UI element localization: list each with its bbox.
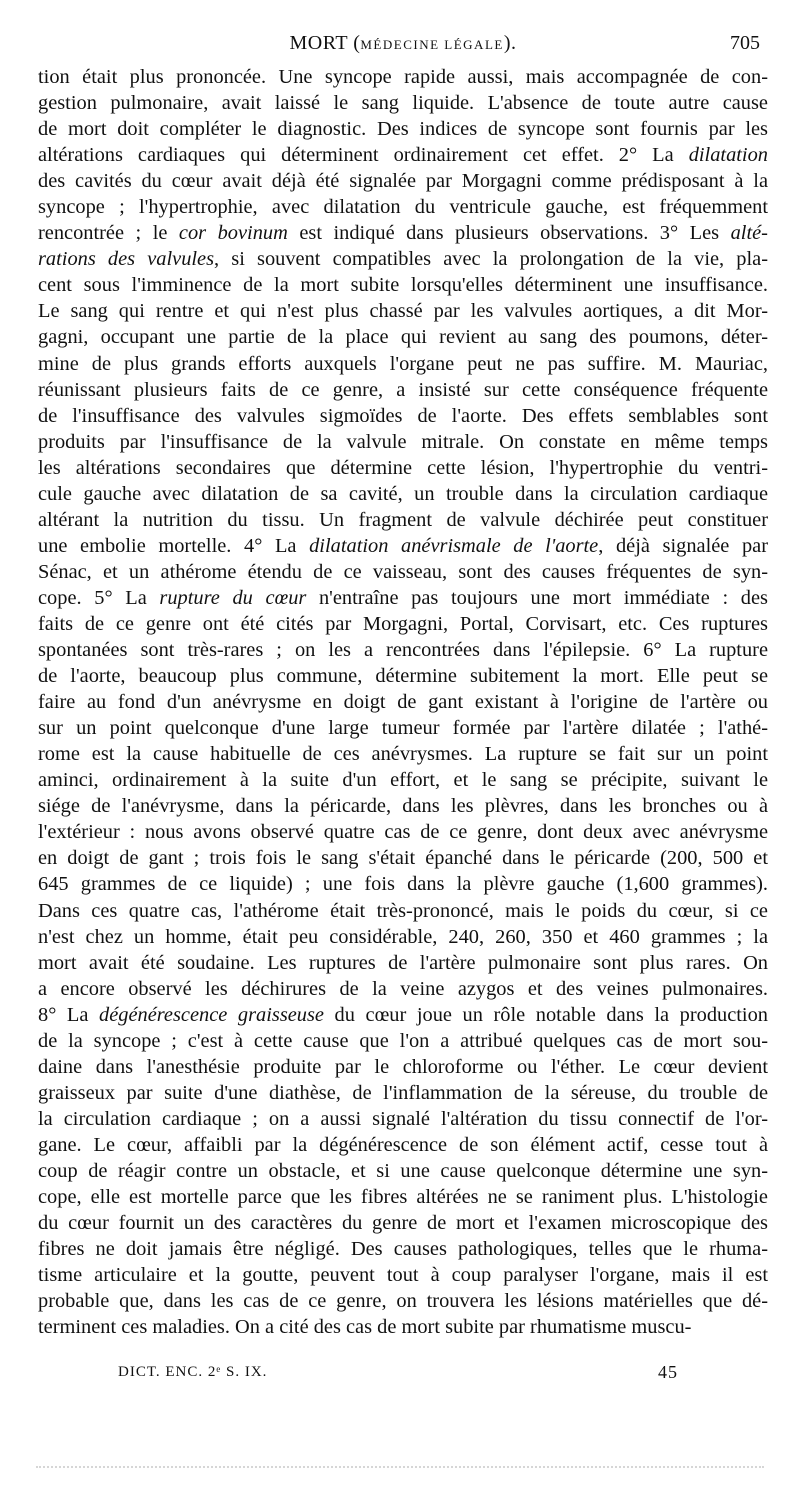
text-line: de l'aorte, beaucoup plus commune, détermine subitement la mort. Elle peut se [38,665,768,688]
italic-term: dilatation [688,144,768,167]
text-line: la circulation cardiaque ; on a aussi signalé l'altération du tissu connectif de l'or- [38,1107,768,1130]
text-line: altérations cardiaques qui déterminent ordinairement cet effet. 2° La dilatation [38,144,768,167]
text-line: Dans ces quatre cas, l'athérome était très-prononcé, mais le poids du cœur, si ce [38,899,768,922]
scan-edge-dots [36,1466,764,1472]
italic-term: dilatation anévrismale de l'aorte [309,534,599,557]
running-title [40,32,766,55]
text-line: des cavités du cœur avait déjà été signalée par Morgagni comme prédisposant à la [38,170,768,193]
italic-term: dégénérescence graisseuse [99,1003,324,1026]
text-line: sur un point quelconque d'une large tumeur formée par l'artère dilatée ; l'athé- [38,717,768,740]
running-header [40,32,766,56]
text-line: faits de ce genre ont été cités par Morgagni, Portal, Corvisart, etc. Ces ruptures [38,612,768,635]
title-end: ). [503,32,517,54]
text-line: tisme articulaire et la goutte, peuvent tout à coup paralyser l'organe, mais il est [38,1264,768,1287]
sheet-number: 45 [658,1362,678,1382]
text-line: Sénac, et un athérome étendu de ce vaisseau, sont des causes fréquentes de syn- [38,560,768,583]
text-line: 645 grammes de ce liquide) ; une fois dans la plèvre gauche (1,600 grammes). [38,873,768,896]
text-line: réunissant plusieurs faits de ce genre, a insisté sur cette conséquence fréquente [38,378,768,401]
text-line: daine dans l'anesthésie produite par le chloroforme ou l'éther. Le cœur devient [38,1055,768,1078]
text-line: rations des valvules, si souvent compatibles avec la prolongation de la vie, pla- [38,248,768,271]
text-line: gane. Le cœur, affaibli par la dégénérescence de son élément actif, cesse tout à [38,1133,768,1156]
body-text [38,64,768,1340]
page-footer [118,1364,688,1386]
text-line: cope. 5° La rupture du cœur n'entraîne pas toujours une mort immédiate : des [38,586,768,609]
italic-term: rupture du cœur [159,586,307,609]
text-line: tion était plus prononcée. Une syncope rapide aussi, mais accompagnée de con- [38,66,768,88]
text-line: rome est la cause habituelle de ces anévrysmes. La rupture se fait sur un point [38,743,768,766]
text-line: spontanées sont très-rares ; on les a rencontrées dans l'épilepsie. 6° La rupture [38,639,768,662]
text-line: 8° La dégénérescence graisseuse du cœur joue un rôle notable dans la production [38,1003,768,1026]
text-line: Le sang qui rentre et qui n'est plus chassé par les valvules aortiques, a dit Mor- [38,300,768,323]
text-line: rencontrée ; le cor bovinum est indiqué dans plusieurs observations. 3° Les alté- [38,222,768,245]
text-line: gagni, occupant une partie de la place qui revient au sang des poumons, déter- [38,326,768,349]
text-line: de l'insuffisance des valvules sigmoïdes de l'aorte. Des effets semblables sont [38,404,768,427]
text-line: les altérations secondaires que détermine cette lésion, l'hypertrophie du ventri- [38,456,768,479]
title-subtitle: MÉDECINE LÉGALE [360,37,504,52]
text-line: siége de l'anévrysme, dans la péricarde, dans les plèvres, dans les bronches ou à [38,795,768,818]
text-line: cope, elle est mortelle parce que les fibres altérées ne se raniment plus. L'histologie [38,1186,768,1209]
text-line: en doigt de gant ; trois fois le sang s'était épanché dans le péricarde (200, 500 et [38,847,768,870]
text-line: coup de réagir contre un obstacle, et si une cause quelconque détermine une syn- [38,1159,768,1182]
text-line: faire au fond d'un anévrysme en doigt de gant existant à l'origine de l'artère ou [38,691,768,714]
text-line: mine de plus grands efforts auxquels l'organe peut ne pas suffire. M. Mauriac, [38,352,768,375]
text-line: fibres ne doit jamais être négligé. Des causes pathologiques, telles que le rhuma- [38,1238,768,1261]
text-line: de la syncope ; c'est à cette cause que l'on a attribué quelques cas de mort sou- [38,1029,768,1052]
text-line: graisseux par suite d'une diathèse, de l'inflammation de la séreuse, du trouble de [38,1081,768,1104]
text-line: cent sous l'imminence de la mort subite lorsqu'elles déterminent une insuffisance. [38,274,768,297]
italic-term: rations des valvules [38,248,215,271]
text-line: l'extérieur : nous avons observé quatre cas de ce genre, dont deux avec anévrysme [38,821,768,844]
title-main: MORT ( [289,32,361,54]
italic-term: cor bovinum [178,222,288,245]
text-line: de mort doit compléter le diagnostic. Des indices de syncope sont fournis par les [38,118,768,141]
text-line: produits par l'insuffisance de la valvule mitrale. On constate en même temps [38,430,768,453]
text-line: n'est chez un homme, était peu considérable, 240, 260, 350 et 460 grammes ; la [38,925,768,948]
text-line: terminent ces maladies. On a cité des cas de mort subite par rhumatisme muscu- [38,1316,692,1339]
text-line: altérant la nutrition du tissu. Un fragment de valvule déchirée peut constituer [38,508,768,531]
italic-term: alté- [730,222,768,245]
text-line: aminci, ordinairement à la suite d'un effort, et le sang se précipite, suivant le [38,769,768,792]
text-line: mort avait été soudaine. Les ruptures de l'artère pulmonaire sont plus rares. On [38,951,768,974]
text-line: cule gauche avec dilatation de sa cavité, un trouble dans la circulation cardiaque [38,482,768,505]
text-line: du cœur fournit un des caractères du genre de mort et l'examen microscopique des [38,1212,768,1235]
text-line: a encore observé les déchirures de la veine azygos et des veines pulmonaires. [38,977,768,1000]
text-line: syncope ; l'hypertrophie, avec dilatation du ventricule gauche, est fréquemment [38,196,768,219]
signature-mark: DICT. ENC. 2ᵉ S. IX. [118,1364,268,1380]
text-line: une embolie mortelle. 4° La dilatation anévrismale de l'aorte, déjà signalée par [38,534,769,557]
page-number: 705 [730,32,760,54]
text-line: probable que, dans les cas de ce genre, on trouvera les lésions matérielles que dé- [38,1290,768,1313]
text-line: gestion pulmonaire, avait laissé le sang liquide. L'absence de toute autre cause [38,92,768,115]
